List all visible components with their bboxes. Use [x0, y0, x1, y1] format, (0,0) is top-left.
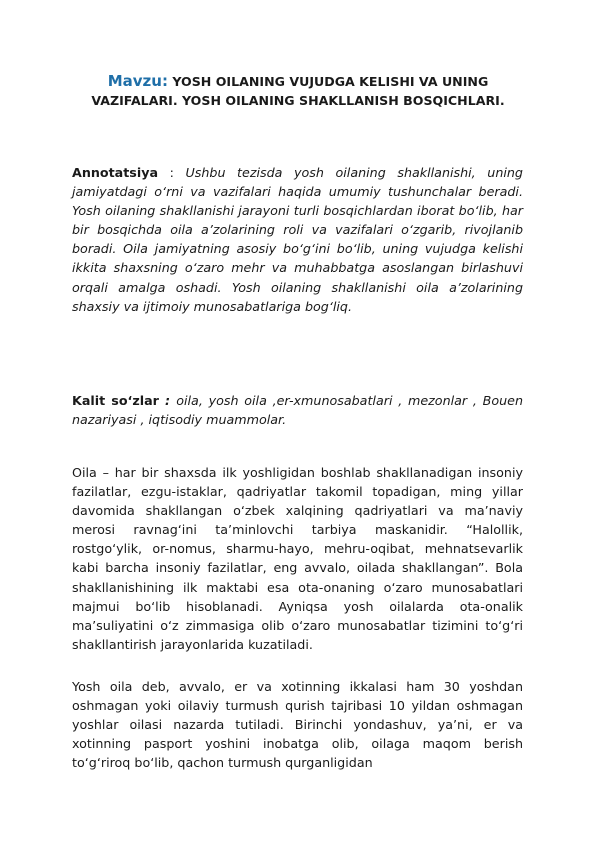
abstract-paragraph — [72, 163, 523, 316]
abstract-text: Ushbu tezisda yosh oilaning shakllanishi, uning jamiyatdagi o‘rni va vazifalari haqida umumiy tushunchalar beradi. Yosh oilaning shakllanishi jarayoni turli bosqichlardan iborat bo‘lib, har bir bosqichda oila a’zolarining roli va vazifalari o‘zgarib, rivojlanib boradi. Oila jamiyatning asosiy bo‘g‘ini bo‘lib, uning vujudga kelishi ikkita shaxsning o‘zaro mehr va muhabbatga asoslangan birlashuvi orqali amalga oshadi. Yosh oilaning shakllanishi oila a’zolarining shaxsiy va ijtimoiy munosabatlariga bog‘liq. — [72, 165, 523, 314]
body-paragraph-2: Yosh oila deb, avvalo, er va xotinning ikkalasi ham 30 yoshdan oshmagan yoki oilaviy turmush qurish tajribasi 10 yildan oshmagan yoshlar oilasi nazarda tutiladi. Birinchi yondashuv, ya’ni, er va xotinning pasport yoshini inobatga olib, oilaga maqom berish to‘g‘riroq bo‘lib, qachon turmush qurganligidan — [72, 679, 523, 771]
body-paragraph-1: Oila – har bir shaxsda ilk yoshligidan boshlab shakllanadigan insoniy fazilatlar, ezgu-istaklar, qadriyatlar takomil topadigan, ming yillar davomida shakllangan o‘zbek xalqining qadriyatlari va ma’naviy merosi ravnag‘ini ta’minlovchi tarbiya maskanidir. “Halollik, rostgo‘ylik, or-nomus, sharmu-hayo, mehru-oqibat, mehnatsevarlik kabi barcha insoniy fazilatlar, eng avvalo, oilada shakllangan”. Bola shakllanishining ilk maktabi esa ota-onaning o‘zaro munosabatlari majmui bo‘lib hisoblanadi. Ayniqsa yosh oilalarda ota-onalik ma’suliyatini o‘z zimmasiga olib o‘zaro munosabatlar tizimini to‘g‘ri shakllantirish jarayonlarida kuzatiladi. — [72, 465, 523, 652]
title-prefix: Mavzu: — [107, 72, 168, 90]
abstract-label: Annotatsiya — [72, 165, 159, 180]
abstract-separator: : — [158, 165, 186, 180]
keywords-paragraph — [72, 391, 523, 429]
keywords-text: oila, yosh oila ,er-xmunosabatlari , mezonlar , Bouen nazariyasi , iqtisodiy muammolar. — [72, 393, 523, 428]
document-title — [72, 72, 524, 110]
title-text: YOSH OILANING VUJUDGA KELISHI VA UNING VAZIFALARI. YOSH OILANING SHAKLLANISH BOSQICHLARI. — [91, 74, 505, 108]
keywords-label: Kalit so‘zlar — [72, 393, 159, 408]
keywords-separator: : — [158, 393, 177, 408]
